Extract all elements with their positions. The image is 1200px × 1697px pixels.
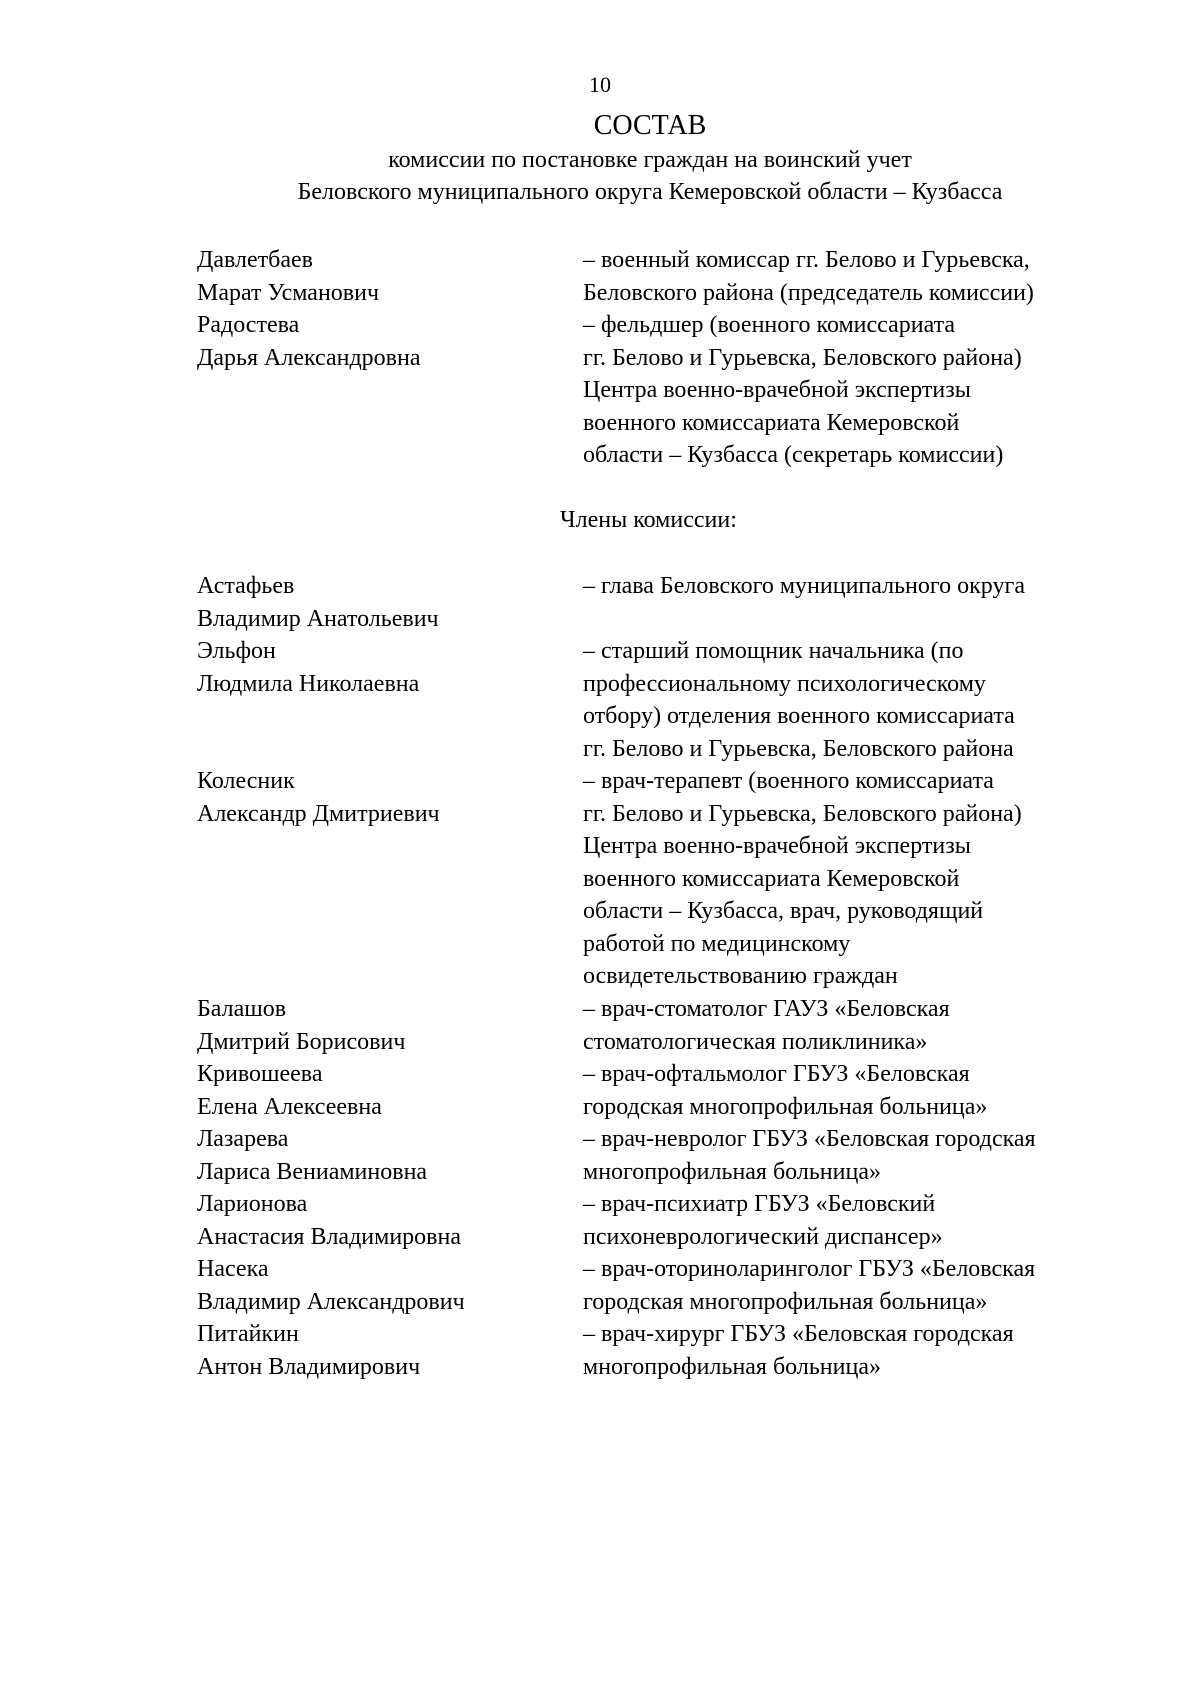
role-line: – врач-офтальмолог ГБУЗ «Беловская bbox=[583, 1061, 970, 1087]
role-line: городская многопрофильная больница» bbox=[583, 1288, 988, 1315]
role-line: – врач-оториноларинголог ГБУЗ «Беловская bbox=[583, 1256, 1036, 1282]
subtitle-line: Беловского муниципального округа Кемеровской области – Кузбасса bbox=[297, 179, 1003, 205]
person-name bbox=[197, 1058, 577, 1123]
person-role bbox=[583, 765, 1143, 993]
role-line: военного комиссариата Кемеровской bbox=[583, 409, 960, 436]
given-names: Лариса Вениаминовна bbox=[197, 1158, 428, 1185]
person-name bbox=[197, 1253, 577, 1318]
surname: Радостева bbox=[197, 312, 300, 338]
given-names: Александр Дмитриевич bbox=[197, 800, 440, 827]
person-role bbox=[583, 1123, 1143, 1188]
surname: Эльфон bbox=[197, 638, 276, 664]
title-block bbox=[0, 108, 1200, 208]
role-line: работой по медицинскому bbox=[583, 930, 851, 957]
surname: Лазарева bbox=[197, 1126, 289, 1152]
person-name bbox=[197, 309, 577, 374]
role-line: военного комиссариата Кемеровской bbox=[583, 865, 960, 892]
role-line: – старший помощник начальника (по bbox=[583, 638, 964, 664]
role-line: городская многопрофильная больница» bbox=[583, 1093, 988, 1120]
members-heading: Члены комиссии: bbox=[560, 507, 737, 533]
role-line: гг. Белово и Гурьевска, Беловского района) bbox=[583, 344, 1022, 371]
role-line: психоневрологический диспансер» bbox=[583, 1223, 943, 1250]
role-line: стоматологическая поликлиника» bbox=[583, 1028, 928, 1055]
given-names: Анастасия Владимировна bbox=[197, 1223, 461, 1250]
person-role bbox=[583, 1253, 1143, 1318]
role-line: гг. Белово и Гурьевска, Беловского района) bbox=[583, 800, 1022, 827]
role-line: – фельдшер (военного комиссариата bbox=[583, 312, 956, 338]
surname: Ларионова bbox=[197, 1191, 308, 1217]
person-role bbox=[583, 244, 1143, 309]
surname: Балашов bbox=[197, 996, 287, 1022]
person-name bbox=[197, 570, 577, 635]
person-name bbox=[197, 765, 577, 830]
person-name bbox=[197, 244, 577, 309]
role-line: – врач-стоматолог ГАУЗ «Беловская bbox=[583, 996, 950, 1022]
surname: Кривошеева bbox=[197, 1061, 323, 1087]
person-role bbox=[583, 1188, 1143, 1253]
person-name bbox=[197, 1123, 577, 1188]
person-role bbox=[583, 309, 1143, 472]
role-line: – врач-терапевт (военного комиссариата bbox=[583, 768, 994, 794]
role-line: Беловского района (председатель комиссии) bbox=[583, 279, 1034, 306]
role-line: Центра военно-врачебной экспертизы bbox=[583, 833, 971, 859]
given-names: Марат Усманович bbox=[197, 279, 380, 306]
surname: Давлетбаев bbox=[197, 247, 314, 273]
given-names: Антон Владимирович bbox=[197, 1353, 421, 1380]
role-line: Центра военно-врачебной экспертизы bbox=[583, 377, 971, 403]
role-line: освидетельствованию граждан bbox=[583, 963, 898, 989]
person-role bbox=[583, 1058, 1143, 1123]
person-name bbox=[197, 993, 577, 1058]
role-line: – военный комиссар гг. Белово и Гурьевска, bbox=[583, 247, 1030, 273]
page-number: 10 bbox=[589, 72, 611, 97]
given-names: Владимир Анатольевич bbox=[197, 605, 439, 632]
person-role bbox=[583, 1318, 1143, 1383]
surname: Колесник bbox=[197, 768, 295, 794]
person-name bbox=[197, 635, 577, 700]
role-line: профессиональному психологическому bbox=[583, 670, 986, 697]
role-line: – глава Беловского муниципального округа bbox=[583, 573, 1025, 599]
person-role bbox=[583, 993, 1143, 1058]
surname: Питайкин bbox=[197, 1321, 299, 1347]
person-role bbox=[583, 635, 1143, 765]
given-names: Елена Алексеевна bbox=[197, 1093, 382, 1120]
given-names: Дарья Александровна bbox=[197, 344, 421, 371]
role-line: – врач-психиатр ГБУЗ «Беловский bbox=[583, 1191, 936, 1217]
role-line: гг. Белово и Гурьевска, Беловского района bbox=[583, 735, 1014, 762]
role-line: – врач-хирург ГБУЗ «Беловская городская bbox=[583, 1321, 1014, 1347]
surname: Астафьев bbox=[197, 573, 295, 599]
role-line: – врач-невролог ГБУЗ «Беловская городская bbox=[583, 1126, 1036, 1152]
role-line: отбору) отделения военного комиссариата bbox=[583, 703, 1015, 729]
role-line: области – Кузбасса, врач, руководящий bbox=[583, 898, 984, 924]
document-title: СОСТАВ bbox=[593, 110, 707, 141]
role-line: области – Кузбасса (секретарь комиссии) bbox=[583, 442, 1004, 468]
person-role bbox=[583, 570, 1143, 603]
subtitle-line: комиссии по постановке граждан на воинский учет bbox=[388, 147, 912, 173]
given-names: Людмила Николаевна bbox=[197, 670, 420, 697]
surname: Насека bbox=[197, 1256, 269, 1282]
given-names: Владимир Александрович bbox=[197, 1288, 465, 1315]
role-line: многопрофильная больница» bbox=[583, 1353, 881, 1380]
person-name bbox=[197, 1318, 577, 1383]
person-name bbox=[197, 1188, 577, 1253]
given-names: Дмитрий Борисович bbox=[197, 1028, 406, 1055]
role-line: многопрофильная больница» bbox=[583, 1158, 881, 1185]
